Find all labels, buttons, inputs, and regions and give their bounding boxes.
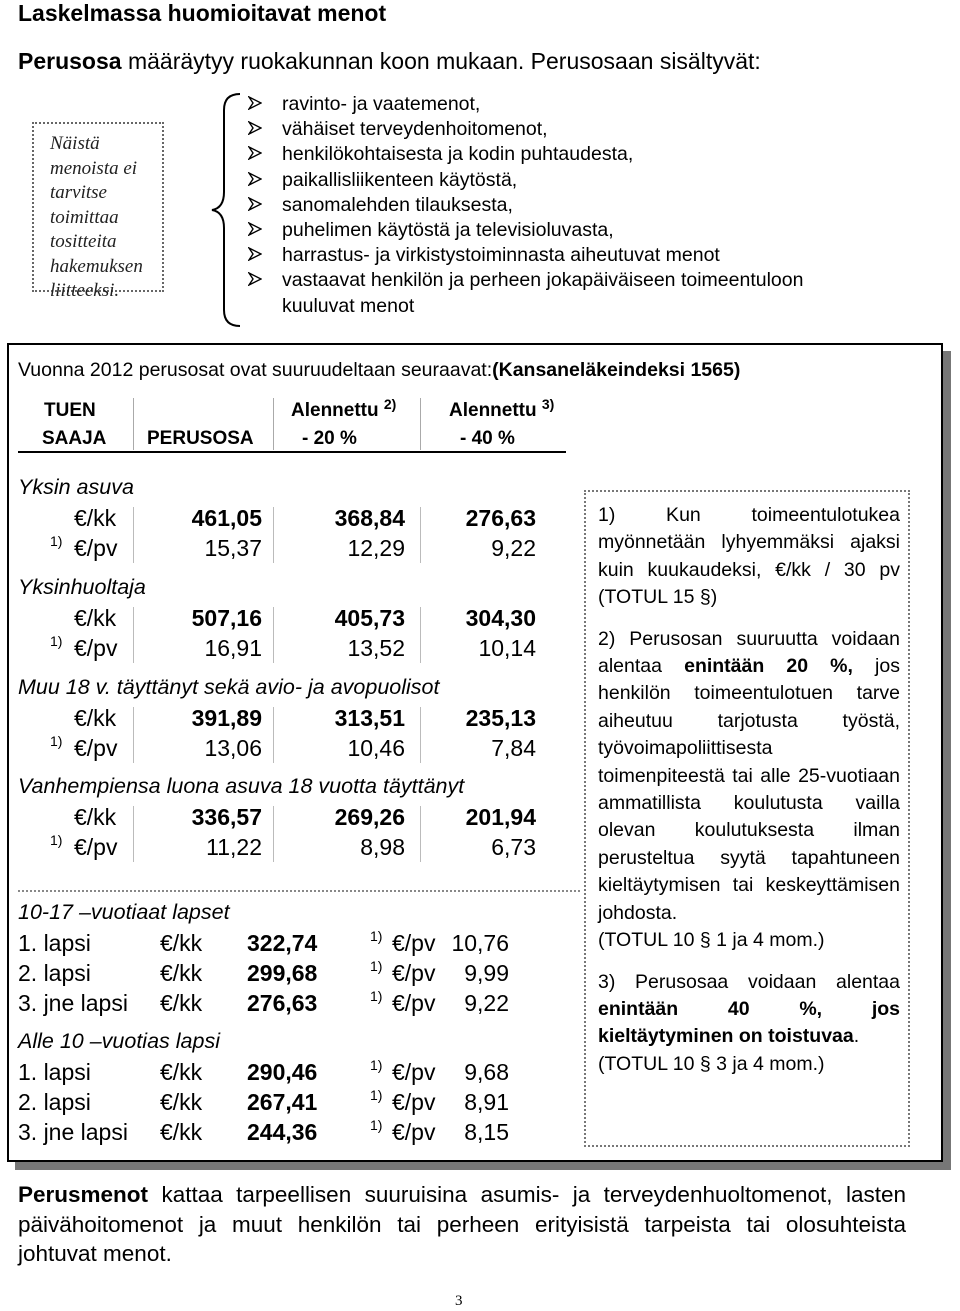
arrow-bullet-icon: [248, 197, 262, 211]
footer-rest: kattaa tarpeellisen suuruisina asumis- ja terveydenhuoltomenot, lasten päivähoitomenot ja muut henkilön tai perheen erityisistä tarpeista tai olosuhteista johtuvat menot.: [18, 1182, 906, 1266]
footnote-marker: 1): [50, 633, 63, 649]
amount-pv: 10,46: [347, 735, 405, 761]
note-2-bold: enintään 20 %,: [684, 655, 853, 678]
header-divider: [273, 398, 274, 450]
unit-pv: €/pv: [74, 535, 118, 561]
unit-pv: €/pv: [392, 990, 436, 1016]
footnote-marker: 1): [370, 928, 383, 944]
amount-pv: 12,29: [347, 535, 405, 561]
bullet-item: [248, 92, 803, 117]
amount-pv: 16,91: [204, 635, 262, 661]
unit-pv: €/pv: [392, 1089, 436, 1115]
bullet-item: [248, 193, 803, 218]
intro-rest: määräytyy ruokakunnan koon mukaan. Perusosaan sisältyvät:: [121, 48, 761, 74]
group-title: Vanhempiensa luona asuva 18 vuotta täyttänyt: [18, 774, 465, 798]
unit-kk: €/kk: [160, 960, 203, 986]
footnote-marker: 1): [50, 832, 63, 848]
children-group-title: Alle 10 –vuotias lapsi: [18, 1029, 220, 1053]
header-alennettu-40: [449, 396, 555, 422]
arrow-bullet-icon: [248, 172, 262, 186]
note-2-c: jos henkilön toimeentulotuen tarve aiheutuu tarjotusta työstä, työvoimapoliittisesta toimenpiteestä tai alle 25-vuotiaan ammatillista koulutusta vailla olevan koulutuksesta ilman perusteltua syytä tapahtuneen kieltäytymisen tai keskeyttämisen johdosta.: [598, 655, 900, 924]
child-amount-kk: 267,41: [247, 1089, 318, 1115]
note-3-c: .: [853, 1025, 860, 1048]
column-divider: [273, 507, 274, 563]
header-alennettu-40-sup: 3): [541, 396, 555, 412]
bullet-item: [248, 117, 803, 142]
column-divider: [273, 707, 274, 763]
unit-kk: €/kk: [160, 930, 203, 956]
arrow-bullet-icon: [248, 222, 262, 236]
amount-kk: 201,94: [465, 804, 536, 830]
page-heading: Laskelmassa huomioitavat menot: [18, 0, 387, 26]
unit-pv: €/pv: [392, 1119, 436, 1145]
unit-kk: €/kk: [160, 990, 203, 1016]
bullet-item: [248, 142, 803, 167]
column-divider: [273, 806, 274, 862]
footnote-marker: 1): [370, 1087, 383, 1103]
amount-pv: 7,84: [491, 735, 536, 761]
header-alennettu-20-label: Alennettu: [291, 400, 379, 421]
child-amount-pv: 8,15: [464, 1119, 509, 1145]
amount-pv: 15,37: [204, 535, 262, 561]
child-amount-kk: 244,36: [247, 1119, 318, 1145]
arrow-bullet-icon: [248, 272, 262, 286]
group-title: Yksin asuva: [18, 475, 134, 499]
footnote-marker: 1): [370, 958, 383, 974]
child-amount-pv: 8,91: [464, 1089, 509, 1115]
footnote-marker: 1): [370, 988, 383, 1004]
footnote-marker: 1): [370, 1117, 383, 1133]
bullet-text: ravinto- ja vaatemenot,: [282, 93, 481, 115]
note-3: [598, 969, 900, 1079]
note-2-a: 2) Perusosan suuruutta voidaan alentaa: [598, 627, 900, 678]
bullet-text: kuuluvat menot: [282, 294, 415, 317]
note-3-a: 3) Perusosaa voidaan alentaa: [598, 970, 900, 993]
group-title: Muu 18 v. täyttänyt sekä avio- ja avopuolisot: [18, 675, 440, 699]
unit-pv: €/pv: [392, 960, 436, 986]
bullet-list: [248, 92, 803, 319]
arrow-bullet-icon: [248, 96, 262, 110]
child-label: 2. lapsi: [18, 1089, 91, 1115]
header-rule: [18, 451, 566, 453]
arrow-bullet-icon: [248, 247, 262, 261]
amount-pv: 6,73: [491, 834, 536, 860]
footer-paragraph: [18, 1180, 906, 1269]
amount-kk: 405,73: [334, 605, 405, 631]
unit-kk: €/kk: [160, 1119, 203, 1145]
unit-kk: €/kk: [74, 804, 117, 830]
brace-icon: [210, 92, 244, 328]
note-text: Näistä menoista ei tarvitse toimittaa tositteita hakemuksen liitteeksi.: [50, 133, 143, 301]
amount-kk: 368,84: [334, 505, 405, 531]
header-tuen: TUEN: [44, 400, 96, 421]
amount-kk: 304,30: [465, 605, 536, 631]
child-label: 1. lapsi: [18, 930, 91, 956]
footnote-marker: 1): [50, 733, 63, 749]
bullet-text: sanomalehden tilauksesta,: [282, 193, 513, 216]
group-title: Yksinhuoltaja: [18, 575, 146, 599]
unit-pv: €/pv: [392, 1059, 436, 1085]
header-perusosa: PERUSOSA: [147, 428, 254, 449]
unit-pv: €/pv: [392, 930, 436, 956]
amount-pv: 9,22: [491, 535, 536, 561]
unit-kk: €/kk: [74, 705, 117, 731]
bullet-item: [248, 243, 803, 268]
amount-pv: 11,22: [206, 834, 262, 860]
amount-kk: 336,57: [191, 804, 262, 830]
unit-kk: €/kk: [160, 1089, 203, 1115]
child-amount-pv: 9,22: [464, 990, 509, 1016]
column-divider: [420, 507, 421, 563]
arrow-bullet-icon: [248, 121, 262, 135]
bullet-text: harrastus- ja virkistystoiminnasta aiheutuvat menot: [282, 244, 720, 267]
amount-kk: 461,05: [191, 505, 262, 531]
child-amount-pv: 10,76: [451, 930, 509, 956]
bullet-item: [248, 168, 803, 193]
unit-kk: €/kk: [160, 1059, 203, 1085]
notes-text: [598, 502, 900, 1078]
dotted-separator: [18, 890, 580, 892]
child-amount-kk: 276,63: [247, 990, 318, 1016]
amount-pv: 10,14: [478, 635, 536, 661]
note-3-bold: enintään 40 %, jos kieltäytyminen on toistuvaa: [598, 997, 900, 1048]
index-text: (Kansaneläkeindeksi 1565): [492, 359, 741, 381]
unit-kk: €/kk: [74, 605, 117, 631]
column-divider: [133, 707, 134, 763]
note-1: 1) Kun toimeentulotukea myönnetään lyhyemmäksi ajaksi kuin kuukaudeksi, €/kk / 30 pv (TOTUL 15 §): [598, 504, 900, 609]
child-amount-kk: 290,46: [247, 1059, 318, 1085]
header-alennettu-40-label: Alennettu: [449, 400, 537, 421]
unit-pv: €/pv: [74, 834, 118, 860]
note-2: [598, 626, 900, 955]
bullet-text: henkilökohtaisesta ja kodin puhtaudesta,: [282, 143, 634, 166]
intro-bold: Perusosa: [18, 48, 122, 74]
child-amount-pv: 9,99: [464, 960, 509, 986]
header-20-percent: - 20 %: [302, 428, 357, 449]
column-divider: [420, 607, 421, 663]
page-number: 3: [455, 1293, 463, 1309]
child-label: 3. jne lapsi: [18, 1119, 128, 1145]
column-divider: [273, 607, 274, 663]
amount-pv: 8,98: [360, 834, 405, 860]
note-3-ref: (TOTUL 10 § 3 ja 4 mom.): [598, 1052, 825, 1075]
bullet-text: vähäiset terveydenhoitomenot,: [282, 118, 548, 141]
header-divider: [420, 398, 421, 450]
child-amount-kk: 299,68: [247, 960, 318, 986]
header-alennettu-20-sup: 2): [383, 396, 397, 412]
header-saaja: SAAJA: [42, 428, 107, 449]
amount-pv: 13,52: [347, 635, 405, 661]
bullet-item: [248, 218, 803, 243]
children-group-title: 10-17 –vuotiaat lapset: [18, 900, 230, 924]
column-divider: [420, 806, 421, 862]
child-label: 3. jne lapsi: [18, 990, 128, 1016]
child-label: 1. lapsi: [18, 1059, 91, 1085]
amount-kk: 235,13: [465, 705, 536, 731]
column-divider: [133, 806, 134, 862]
unit-pv: €/pv: [74, 635, 118, 661]
bullet-continuation: [248, 294, 803, 319]
child-label: 2. lapsi: [18, 960, 91, 986]
bullet-item: [248, 268, 803, 293]
unit-kk: €/kk: [74, 505, 117, 531]
header-divider: [133, 398, 134, 450]
bullet-text: paikallisliikenteen käytöstä,: [282, 168, 518, 191]
child-amount-pv: 9,68: [464, 1059, 509, 1085]
amount-kk: 313,51: [334, 705, 405, 731]
column-divider: [420, 707, 421, 763]
amount-kk: 276,63: [465, 505, 536, 531]
child-amount-kk: 322,74: [247, 930, 318, 956]
amount-pv: 13,06: [204, 735, 262, 761]
footnote-marker: 1): [370, 1057, 383, 1073]
bullet-text: vastaavat henkilön ja perheen jokapäiväiseen toimeentuloon: [282, 269, 804, 292]
arrow-bullet-icon: [248, 146, 262, 160]
footer-bold: Perusmenot: [18, 1182, 149, 1207]
amount-kk: 269,26: [334, 804, 405, 830]
amount-kk: 507,16: [191, 605, 262, 631]
bullet-text: puhelimen käytöstä ja televisioluvasta,: [282, 219, 614, 242]
unit-pv: €/pv: [74, 735, 118, 761]
amount-kk: 391,89: [191, 705, 262, 731]
intro-line: [18, 48, 761, 75]
column-divider: [133, 507, 134, 563]
column-divider: [133, 607, 134, 663]
year-text: Vuonna 2012 perusosat ovat suuruudeltaan seuraavat:: [18, 359, 493, 381]
footnote-marker: 1): [50, 533, 63, 549]
note-2-ref: (TOTUL 10 § 1 ja 4 mom.): [598, 929, 825, 952]
year-line: [18, 359, 740, 382]
header-alennettu-20: [291, 396, 397, 422]
header-40-percent: - 40 %: [460, 428, 515, 449]
